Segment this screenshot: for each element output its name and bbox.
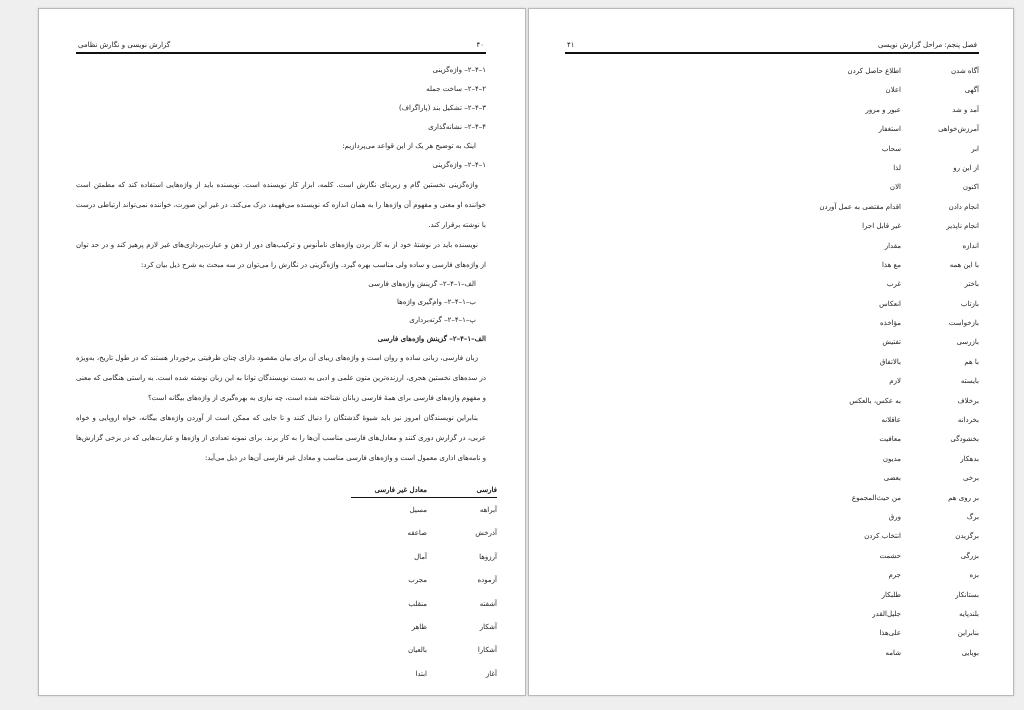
glossary-term: اندازه [962, 241, 979, 250]
glossary-row [565, 356, 979, 375]
glossary-term: بنابراین [957, 629, 979, 638]
table-row: آغاز ابتدا [415, 669, 497, 678]
left-page [38, 8, 526, 696]
col-header-farsi: فارسی [476, 485, 497, 494]
outline-item: ۱–۴–۲– واژه‌گزینی [432, 66, 486, 74]
table-row: آذرخش صاعقه [407, 529, 497, 538]
glossary-row [565, 608, 979, 627]
glossary-equivalent: معافیت [879, 435, 901, 444]
glossary-term: ابر [971, 144, 979, 153]
glossary-row [565, 201, 979, 220]
glossary-term: آگاه شدن [951, 67, 979, 75]
glossary-row [565, 220, 979, 239]
glossary-term: برخلاف [957, 396, 979, 405]
glossary-term: برخی [963, 474, 979, 483]
left-page-number: ۴۰ [476, 41, 484, 49]
glossary-equivalent: الان [889, 183, 901, 192]
glossary-equivalent: مدیون [882, 454, 901, 463]
glossary-term: آگهی [964, 86, 979, 95]
glossary-term: از این رو [953, 163, 979, 172]
glossary-row [565, 395, 979, 414]
glossary-equivalent: بالاتفاق [879, 357, 901, 366]
glossary-term: باختر [964, 280, 979, 289]
section-heading: ۱–۴–۲– واژه‌گزینی [432, 161, 486, 169]
glossary-equivalent: لذا [893, 163, 901, 172]
glossary-row [565, 162, 979, 181]
glossary-row [565, 181, 979, 200]
glossary-term: بر روی هم [948, 493, 979, 502]
right-page [528, 8, 1014, 696]
glossary-equivalent: بعضی [883, 474, 901, 483]
glossary-term: بخشودگی [950, 435, 979, 444]
intro-line: اینک به توضیح هر یک از این قواعد می‌پردازیم: [342, 142, 476, 150]
word-table [351, 483, 497, 685]
glossary-term: برگ [966, 512, 979, 521]
glossary-term: با این همه [949, 260, 979, 269]
glossary-row [565, 336, 979, 355]
glossary-row [565, 589, 979, 608]
glossary-row [565, 550, 979, 569]
glossary-row [565, 627, 979, 646]
glossary-equivalent: عاقلانه [881, 416, 901, 425]
glossary-equivalent: مؤاخذه [880, 319, 901, 328]
glossary-row [565, 123, 979, 142]
paragraph-3: زبان فارسی، زبانی ساده و روان است و واژه‌های زیبای آن برای بیان مقصود دارای چنان ظرفیتی برخوردار هستند که در طول تاریخ، به‌ویژه در سده‌های نخستین هجری، ارزنده‌ترین متون علمی و ادبی به دست نویسندگان توانا به این زبان نوشته شده است. به راستی هنگامی که معنی و مفهوم واژه‌های فارسی برای همهٔ فارسی زبانان شناخته شده است، چه نیازی به بهره‌گیری از واژه‌های بیگانه است؟ [76, 354, 486, 402]
glossary-equivalent: انعکاس [879, 299, 901, 308]
glossary-row [565, 492, 979, 511]
glossary-term: بازخواست [948, 319, 979, 328]
glossary-term: برگزیدن [955, 532, 979, 541]
glossary-row [565, 259, 979, 278]
left-header-title: گزارش نویسی و نگارش نظامی [78, 41, 171, 49]
glossary-row [565, 453, 979, 472]
glossary-term: آمرزش‌خواهی [938, 125, 979, 134]
table-row: آشکارا بالعیان [408, 646, 497, 655]
glossary-term: بلندپایه [959, 609, 979, 618]
glossary-row [565, 143, 979, 162]
glossary-equivalent: استغفار [878, 125, 901, 134]
glossary-equivalent: مع هذا [881, 260, 901, 269]
glossary-row [565, 104, 979, 123]
glossary-row [565, 65, 979, 84]
word-table-header [351, 483, 497, 498]
right-running-header [565, 39, 979, 54]
glossary-row [565, 433, 979, 452]
glossary-row [565, 240, 979, 259]
glossary-term: بویایی [961, 648, 979, 657]
paragraph-1: واژه‌گزینی نخستین گام و زیربنای نگارش است. کلمه، ابزار کار نویسنده است. نویسنده باید از واژه‌هایی استفاده کند که مطمئن است خواننده او معنی و مفهوم آن واژه‌ها را به همان اندازه که نویسنده می‌فهمد، درک می‌کند. در غیر این صورت، خواننده نمی‌تواند ارتباطی درست با نوشته برقرار کند. [76, 181, 486, 229]
glossary-equivalent: غیر قابل اجرا [862, 222, 901, 231]
glossary-row [565, 278, 979, 297]
glossary-term: با هم [964, 357, 979, 366]
glossary-row [565, 84, 979, 103]
table-row: آشفته منقلب [408, 599, 497, 608]
right-page-number: ۴۱ [567, 41, 575, 49]
glossary-equivalent: جلیل‌القدر [872, 609, 901, 618]
glossary-row [565, 298, 979, 317]
outline-item: ۲–۴–۲– ساخت جمله [426, 85, 486, 93]
table-row: آزموده مجرب [408, 576, 497, 585]
glossary-term: انجام ناپذیر [946, 222, 979, 231]
glossary-equivalent: حشمت [879, 551, 901, 560]
glossary-equivalent: من حیث‌المجموع [851, 493, 901, 502]
outline-item: ۳–۴–۲– تشکیل بند (پاراگراف) [399, 104, 486, 112]
glossary-equivalent: تفتیش [882, 338, 901, 347]
table-row: آشکار ظاهر [411, 622, 497, 631]
table-row: آبراهه مسیل [409, 506, 497, 514]
glossary-row [565, 530, 979, 549]
paragraph-2: نویسنده باید در نوشتهٔ خود از به کار بردن واژه‌های نامأنوس و ترکیب‌های دور از ذهن و عبارت‌پردازی‌های غیر لازم پرهیز کند و در حد توان از واژه‌های فارسی و ساده ولی مناسب بهره گیرد. واژه‌گزینی در نگارش را می‌توان در سه مبحث به شرح ذیل بیان کرد: [76, 241, 486, 269]
right-header-title: فصل پنجم: مراحل گزارش نویسی [877, 41, 977, 49]
glossary-equivalent: ورق [888, 512, 901, 521]
subitem: ب–۱–۴–۲– وام‌گیری واژه‌ها [397, 298, 476, 306]
glossary-term: بزه [969, 571, 979, 580]
glossary-equivalent: مقدار [884, 241, 901, 250]
glossary-term: بخردانه [957, 416, 979, 425]
glossary-equivalent: انتخاب کردن [864, 532, 901, 541]
subsection-heading: الف–۱–۴–۲– گزینش واژه‌های فارسی [377, 334, 486, 343]
glossary-equivalent: علی‌هذا [879, 629, 901, 638]
glossary-equivalent: اعلان [885, 86, 901, 95]
left-body-text [76, 61, 486, 468]
glossary-equivalent: جرم [888, 571, 901, 580]
left-running-header [76, 39, 486, 54]
glossary-row [565, 375, 979, 394]
glossary-term: انجام دادن [948, 202, 979, 211]
glossary-term: بازتاب [960, 299, 979, 308]
glossary-term: بایسته [960, 377, 979, 386]
glossary-equivalent: طلبکار [881, 590, 901, 599]
glossary-row [565, 472, 979, 491]
paragraph-4: بنابراین نویسندگان امروز نیز باید شیوهٔ گذشتگان را دنبال کنند و تا جایی که ممکن است از آوردن واژه‌های بیگانه، خواه اروپایی و خواه عربی، در گزارش دوری کنند و معادل‌های فارسی مناسب آن‌ها را به کار برند. برای نمونه تعدادی از واژه‌ها و عبارت‌هایی که در برخی گزارش‌ها و نامه‌های اداری معمول است و واژه‌های فارسی مناسب و معادل غیر فارسی آن‌ها در ذیل می‌آید: [76, 414, 486, 462]
table-row: آرزوها آمال [414, 552, 497, 561]
glossary-term: آمد و شد [952, 105, 979, 114]
glossary-term: اکنون [962, 183, 979, 192]
glossary-equivalent: اطلاع حاصل کردن [847, 67, 901, 75]
glossary-equivalent: شامه [885, 648, 901, 657]
glossary-equivalent: سحاب [881, 144, 901, 153]
glossary-term: بستانکار [955, 590, 979, 599]
glossary-row [565, 511, 979, 530]
subitem: پ–۱–۴–۲– گرته‌برداری [409, 316, 476, 324]
glossary-equivalent: به عکس، بالعکس [849, 396, 901, 405]
glossary-term: بزرگی [960, 551, 979, 560]
col-header-non-farsi: معادل غیر فارسی [374, 485, 427, 494]
glossary-row [565, 647, 979, 666]
outline-item: ۴–۴–۲– نشانه‌گذاری [428, 123, 486, 131]
glossary-list [565, 65, 979, 666]
glossary-term: بدهکار [960, 454, 979, 463]
subitem: الف–۱–۴–۲– گزینش واژه‌های فارسی [368, 280, 476, 288]
glossary-row [565, 414, 979, 433]
glossary-equivalent: لازم [889, 377, 901, 386]
glossary-equivalent: اقدام مقتضی به عمل آوردن [819, 202, 901, 211]
glossary-row [565, 317, 979, 336]
glossary-equivalent: عبور و مرور [865, 105, 901, 114]
glossary-row [565, 569, 979, 588]
glossary-term: بازرسی [956, 338, 979, 347]
glossary-equivalent: غرب [886, 280, 901, 289]
